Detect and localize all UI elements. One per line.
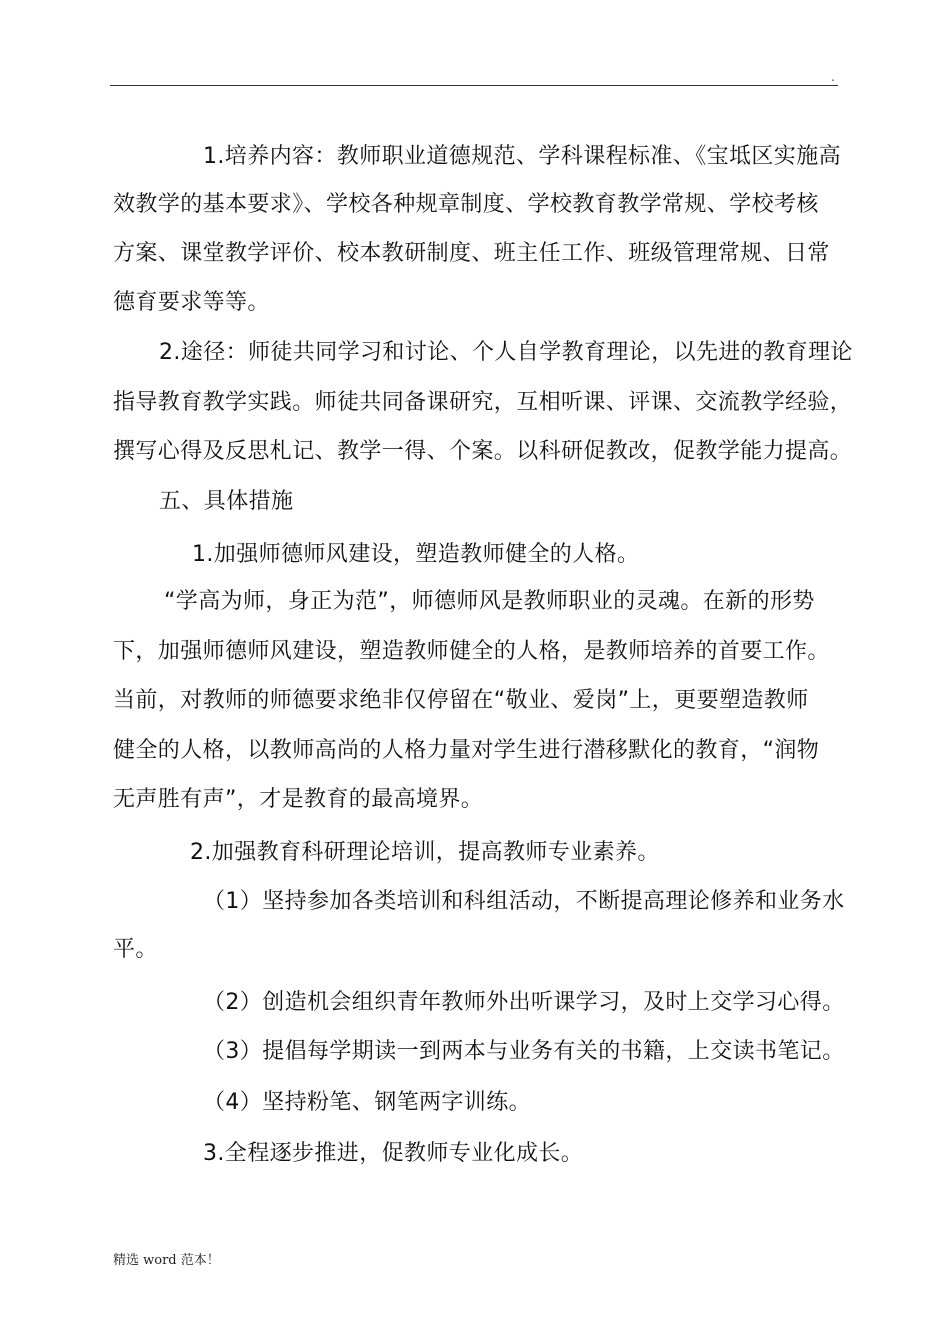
paragraph-line: 下，加强师德师风建设，塑造教师健全的人格，是教师培养的首要工作。 [113,639,830,664]
section-heading: 五、具体措施 [159,489,294,514]
list-item-continuation: 平。 [113,937,158,962]
header-rule [110,85,838,86]
paragraph-line: 1.培养内容：教师职业道德规范、学科课程标准、《宝坻区实施高 [203,144,841,169]
list-item: （2）创造机会组织青年教师外出听课学习，及时上交学习心得。 [203,990,845,1015]
subheading: 2.加强教育科研理论培训，提高教师专业素养。 [190,840,660,865]
paragraph-line: 德育要求等等。 [113,290,270,315]
paragraph-line: 无声胜有声”，才是教育的最高境界。 [113,787,484,812]
subheading: 1.加强师德师风建设，塑造教师健全的人格。 [192,542,640,567]
list-item: （3）提倡每学期读一到两本与业务有关的书籍，上交读书笔记。 [203,1039,845,1064]
header-mark: . [831,70,835,84]
paragraph-line: “学高为师，身正为范”，师德师风是教师职业的灵魂。在新的形势 [164,589,815,614]
footer-text: 精选 word 范本！ [113,1253,220,1268]
paragraph-line: 当前，对教师的师德要求绝非仅停留在“敬业、爱岗”上，更要塑造教师 [113,688,809,713]
paragraph-line: 2.途径：师徒共同学习和讨论、个人自学教育理论，以先进的教育理论 [159,340,853,365]
list-item: （1）坚持参加各类培训和科组活动，不断提高理论修养和业务水 [203,889,845,914]
subheading: 3.全程逐步推进，促教师专业化成长。 [203,1141,584,1166]
paragraph-line: 撰写心得及反思札记、教学一得、个案。以科研促教改，促教学能力提高。 [113,439,853,464]
paragraph-line: 方案、课堂教学评价、校本教研制度、班主任工作、班级管理常规、日常 [113,241,830,266]
paragraph-line: 指导教育教学实践。师徒共同备课研究，互相听课、评课、交流教学经验， [113,390,853,415]
list-item: （4）坚持粉笔、钢笔两字训练。 [203,1090,531,1115]
paragraph-line: 健全的人格，以教师高尚的人格力量对学生进行潜移默化的教育，“润物 [113,738,820,763]
paragraph-line: 效教学的基本要求》、学校各种规章制度、学校教育教学常规、学校考核 [113,192,819,217]
